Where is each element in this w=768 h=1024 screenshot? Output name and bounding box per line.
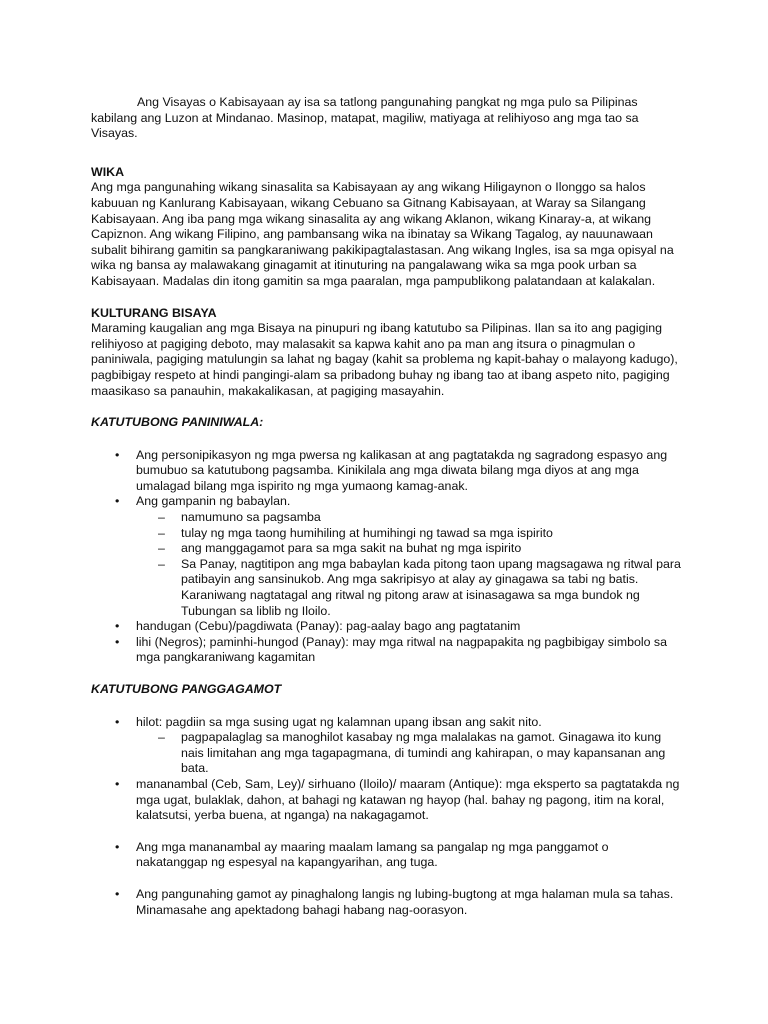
list-item-text: Ang mga mananambal ay maaring maalam lamang sa pangalap ng mga panggamot o nakatanggap ng espesyal na kapangyarihan, ang tuga. [136, 839, 609, 870]
sub-list-item [136, 730, 681, 777]
list-item-text: Ang pangunahing gamot ay pinaghalong langis ng lubing-bugtong at mga halaman mula sa tahas. Minamasahe ang apektadong bahagi habang nag-oorasyon. [136, 886, 674, 917]
sub-list-item [136, 557, 681, 619]
bullet-icon: • [115, 886, 120, 901]
list-item [91, 494, 681, 619]
sub-list-item-text: Sa Panay, nagtitipon ang mga babaylan kada pitong taon upang magsagawa ng ritwal para patibayin ang sansinukob. Ang mga sakripisyo at alay ay ginagawa sa tabi ng batis. Karaniwang nagtatagal ang ritwal ng pitong araw at isinasagawa sa mga bundok ng Tubungan sa liblib ng Iloilo. [181, 556, 681, 618]
panggagamot-list-2 [91, 840, 681, 871]
sub-list-item-text: namumuno sa pagsamba [181, 510, 321, 525]
dash-icon: – [158, 556, 165, 571]
section-heading-paniniwala: KATUTUBONG PANINIWALA: [91, 415, 264, 430]
list-item [91, 619, 681, 635]
list-item [91, 635, 681, 666]
kultura-paragraph: Maraming kaugalian ang mga Bisaya na pinupuri ng ibang katutubo sa Pilipinas. Ilan sa ito ang pagiging relihiyoso at pagiging deboto, may malasakit sa kapwa kahit ano pa man ang itsura o pinagmulan o paniniwala, pagiging matulungin sa lahat ng bagay (kahit sa problema ng kapit-bahay o malayong kadugo), pagbibigay respeto at hindi pangingi-alam sa pribadong buhay ng ibang tao at ibang aspeto nito, pagiging maasikaso sa panauhin, makakalikasan, at pagiging masayahin. [91, 321, 678, 398]
list-item-text: handugan (Cebu)/pagdiwata (Panay): pag-aalay bago ang pagtatanim [136, 619, 521, 634]
dash-icon: – [158, 525, 165, 540]
panggagamot-list [91, 715, 681, 824]
bullet-icon: • [115, 714, 120, 729]
list-item-text: Ang personipikasyon ng mga pwersa ng kalikasan at ang pagtatakda ng sagradong espasyo ang bumubuo sa katutubong pagsamba. Kinikilala ang mga diwata bilang mga diyos at ang mga umalagad bilang mga ispirito ng mga yumaong kamag-anak. [136, 447, 668, 493]
section-heading-kultura: KULTURANG BISAYA [91, 305, 217, 320]
sub-list-item [136, 510, 681, 526]
section-heading-wika: WIKA [91, 164, 125, 179]
section-heading-panggagamot: KATUTUBONG PANGGAGAMOT [91, 682, 282, 696]
bullet-icon: • [115, 839, 120, 854]
sub-list-item [136, 526, 681, 542]
sub-list-item-text: ang manggagamot para sa mga sakit na buhat ng mga ispirito [181, 541, 522, 556]
bullet-icon: • [115, 494, 120, 509]
panggagamot-list-3 [91, 887, 681, 918]
dash-icon: – [158, 730, 165, 745]
bullet-icon: • [115, 447, 120, 462]
bullet-icon: • [115, 776, 120, 791]
list-item [91, 887, 681, 918]
paniniwala-list [91, 448, 681, 666]
sub-list-item-text: tulay ng mga taong humihiling at humihingi ng tawad sa mga ispirito [181, 525, 553, 540]
list-item-text: Ang gampanin ng babaylan. [136, 494, 291, 509]
hilot-sublist [136, 730, 681, 777]
list-item-text: lihi (Negros); paminhi-hungod (Panay): may mga ritwal na nagpapakita ng pagbibigay simbolo sa mga pangkaraniwang kagamitan [136, 634, 668, 665]
wika-paragraph: Ang mga pangunahing wikang sinasalita sa Kabisayaan ay ang wikang Hiligaynon o Ilonggo sa halos kabuuan ng Kanlurang Kabisayaan, wikang Cebuano sa Gitnang Kabisayaan, at Waray sa Silangang Kabisayaan. Ang iba pang mga wikang sinasalita ay ang wikang Aklanon, wikang Kinaray-a, at wikang Capiznon. Ang wikang Filipino, ang pambansang wika na ibinatay sa Wikang Tagalog, ay nauunawaan subalit bihirang gamitin sa pangkaraniwang pakikipagtalastasan. Ang wikang Ingles, isa sa mga opisyal na wika ng bansa ay malawakang ginagamit at itinuturing na pangalawang wika sa mga pook urban sa Kabisayaan. Madalas din itong gamitin sa mga paaralan, mga pampublikong palatandaan at kalakalan. [91, 180, 674, 288]
babaylan-sublist [136, 510, 681, 619]
dash-icon: – [158, 541, 165, 556]
list-item [91, 777, 681, 824]
list-item [91, 715, 681, 777]
sub-list-item-text: pagpapalaglag sa manoghilot kasabay ng mga malalakas na gamot. Ginagawa ito kung nais limitahan ang mga tagapagmana, di tumindi ang kahirapan, o may kapansanan ang bata. [181, 730, 666, 776]
dash-icon: – [158, 510, 165, 525]
sub-list-item [136, 541, 681, 557]
intro-paragraph: Ang Visayas o Kabisayaan ay isa sa tatlong pangunahing pangkat ng mga pulo sa Pilipinas kabilang ang Luzon at Mindanao. Masinop, matapat, magiliw, matiyaga at relihiyoso ang mga tao sa Visayas. [91, 95, 639, 141]
bullet-icon: • [115, 619, 120, 634]
bullet-icon: • [115, 634, 120, 649]
list-item [91, 448, 681, 495]
list-item-text: mananambal (Ceb, Sam, Ley)/ sirhuano (Iloilo)/ maaram (Antique): mga eksperto sa pagtatakda ng mga ugat, bulaklak, dahon, at bahagi ng katawan ng hayop (hal. bahay ng pagong, itim na koral, kalatsutsi, yerba buena, at nganga) na nakagagamot. [136, 776, 680, 823]
list-item [91, 840, 681, 871]
list-item-text: hilot: pagdiin sa mga susing ugat ng kalamnan upang ibsan ang sakit nito. [136, 714, 542, 729]
document-body [91, 95, 681, 918]
